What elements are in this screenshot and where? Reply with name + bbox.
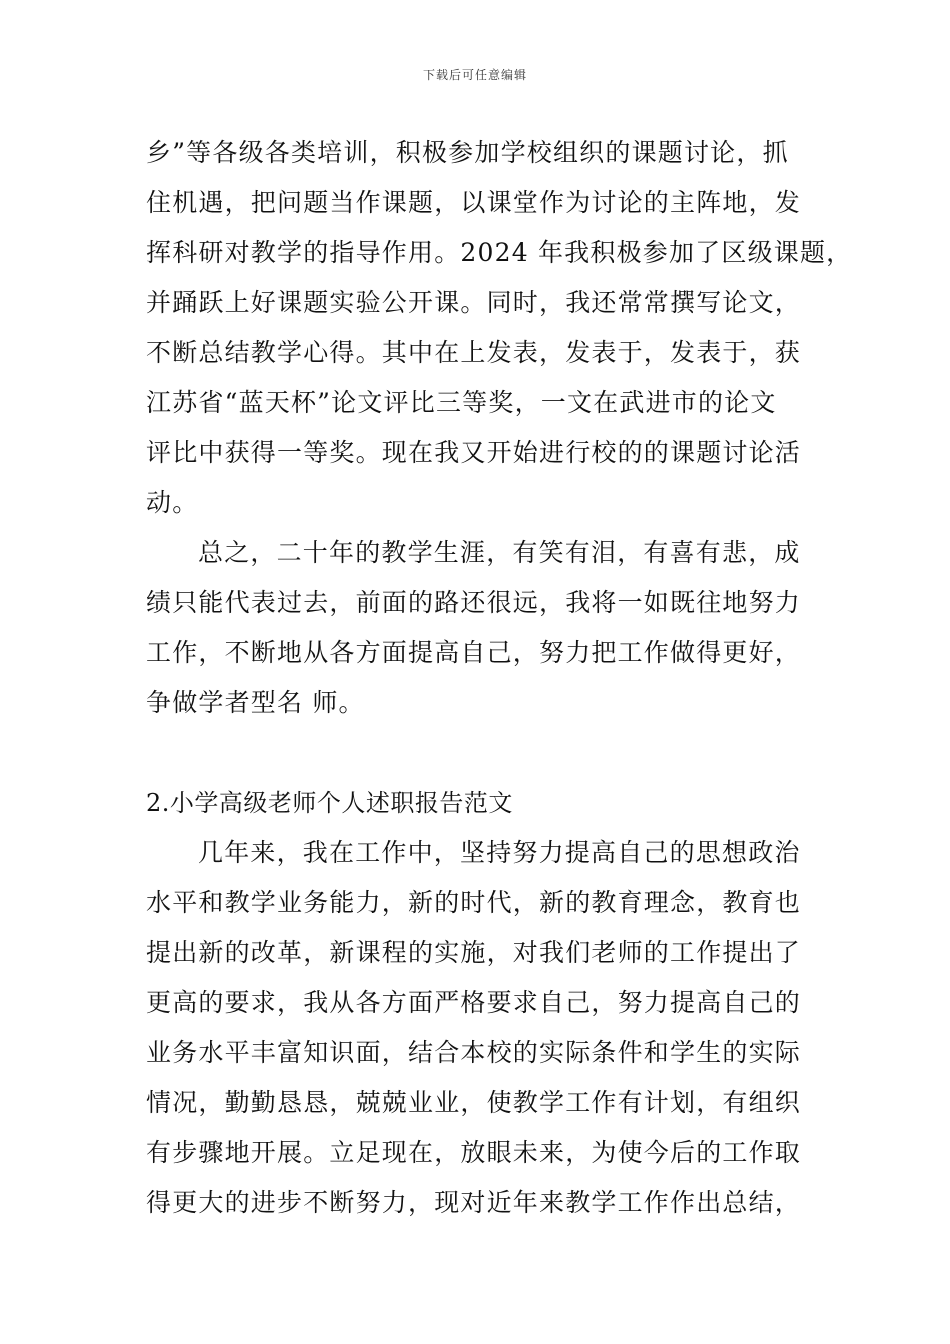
text-line: 总之，二十年的教学生涯，有笑有泪，有喜有悲，成 (198, 538, 801, 567)
text-line: 挥科研对教学的指导作用。2024 年我积极参加了区级课题， (146, 238, 853, 267)
text-line: 几年来，我在工作中，坚持努力提高自己的思想政治 (198, 838, 801, 867)
text-line: 不断总结教学心得。其中在上发表，发表于，发表于，获 (146, 338, 802, 367)
paragraph-spacer (146, 728, 836, 778)
text-line: 提出新的改革，新课程的实施，对我们老师的工作提出了 (146, 938, 802, 967)
text-line: 得更大的进步不断努力，现对近年来教学工作作出总结， (146, 1188, 802, 1217)
paragraph-2 (146, 528, 836, 728)
text-line: 水平和教学业务能力，新的时代，新的教育理念，教育也 (146, 888, 802, 917)
text-line: 乡”等各级各类培训，积极参加学校组织的课题讨论，抓 (146, 138, 789, 167)
text-line: 工作，不断地从各方面提高自己，努力把工作做得更好， (146, 638, 802, 667)
text-line: 业务水平丰富知识面，结合本校的实际条件和学生的实际 (146, 1038, 802, 1067)
text-line: 并踊跃上好课题实验公开课。同时，我还常常撰写论文， (146, 288, 802, 317)
section-heading: 2.小学高级老师个人述职报告范文 (146, 789, 513, 817)
text-line: 更高的要求，我从各方面严格要求自己，努力提高自己的 (146, 988, 802, 1017)
text-line: 绩只能代表过去，前面的路还很远，我将一如既往地努力 (146, 588, 802, 617)
document-body (146, 128, 853, 1228)
text-line: 江苏省“蓝天杯”论文评比三等奖，一文在武进市的论文 (146, 388, 777, 417)
paragraph-1 (146, 128, 853, 528)
text-line: 评比中获得一等奖。现在我又开始进行校的的课题讨论活 (146, 438, 802, 467)
text-line: 有步骤地开展。立足现在，放眼未来，为使今后的工作取 (146, 1138, 802, 1167)
text-line: 动。 (146, 488, 199, 517)
section-heading-block (146, 778, 836, 828)
page-header: 下载后可任意编辑 (422, 68, 527, 82)
text-line: 住机遇，把问题当作课题，以课堂作为讨论的主阵地，发 (146, 188, 802, 217)
paragraph-3 (146, 828, 836, 1228)
text-line: 情况，勤勤恳恳，兢兢业业，使教学工作有计划，有组织 (146, 1088, 802, 1117)
text-line: 争做学者型名 师。 (146, 688, 365, 717)
